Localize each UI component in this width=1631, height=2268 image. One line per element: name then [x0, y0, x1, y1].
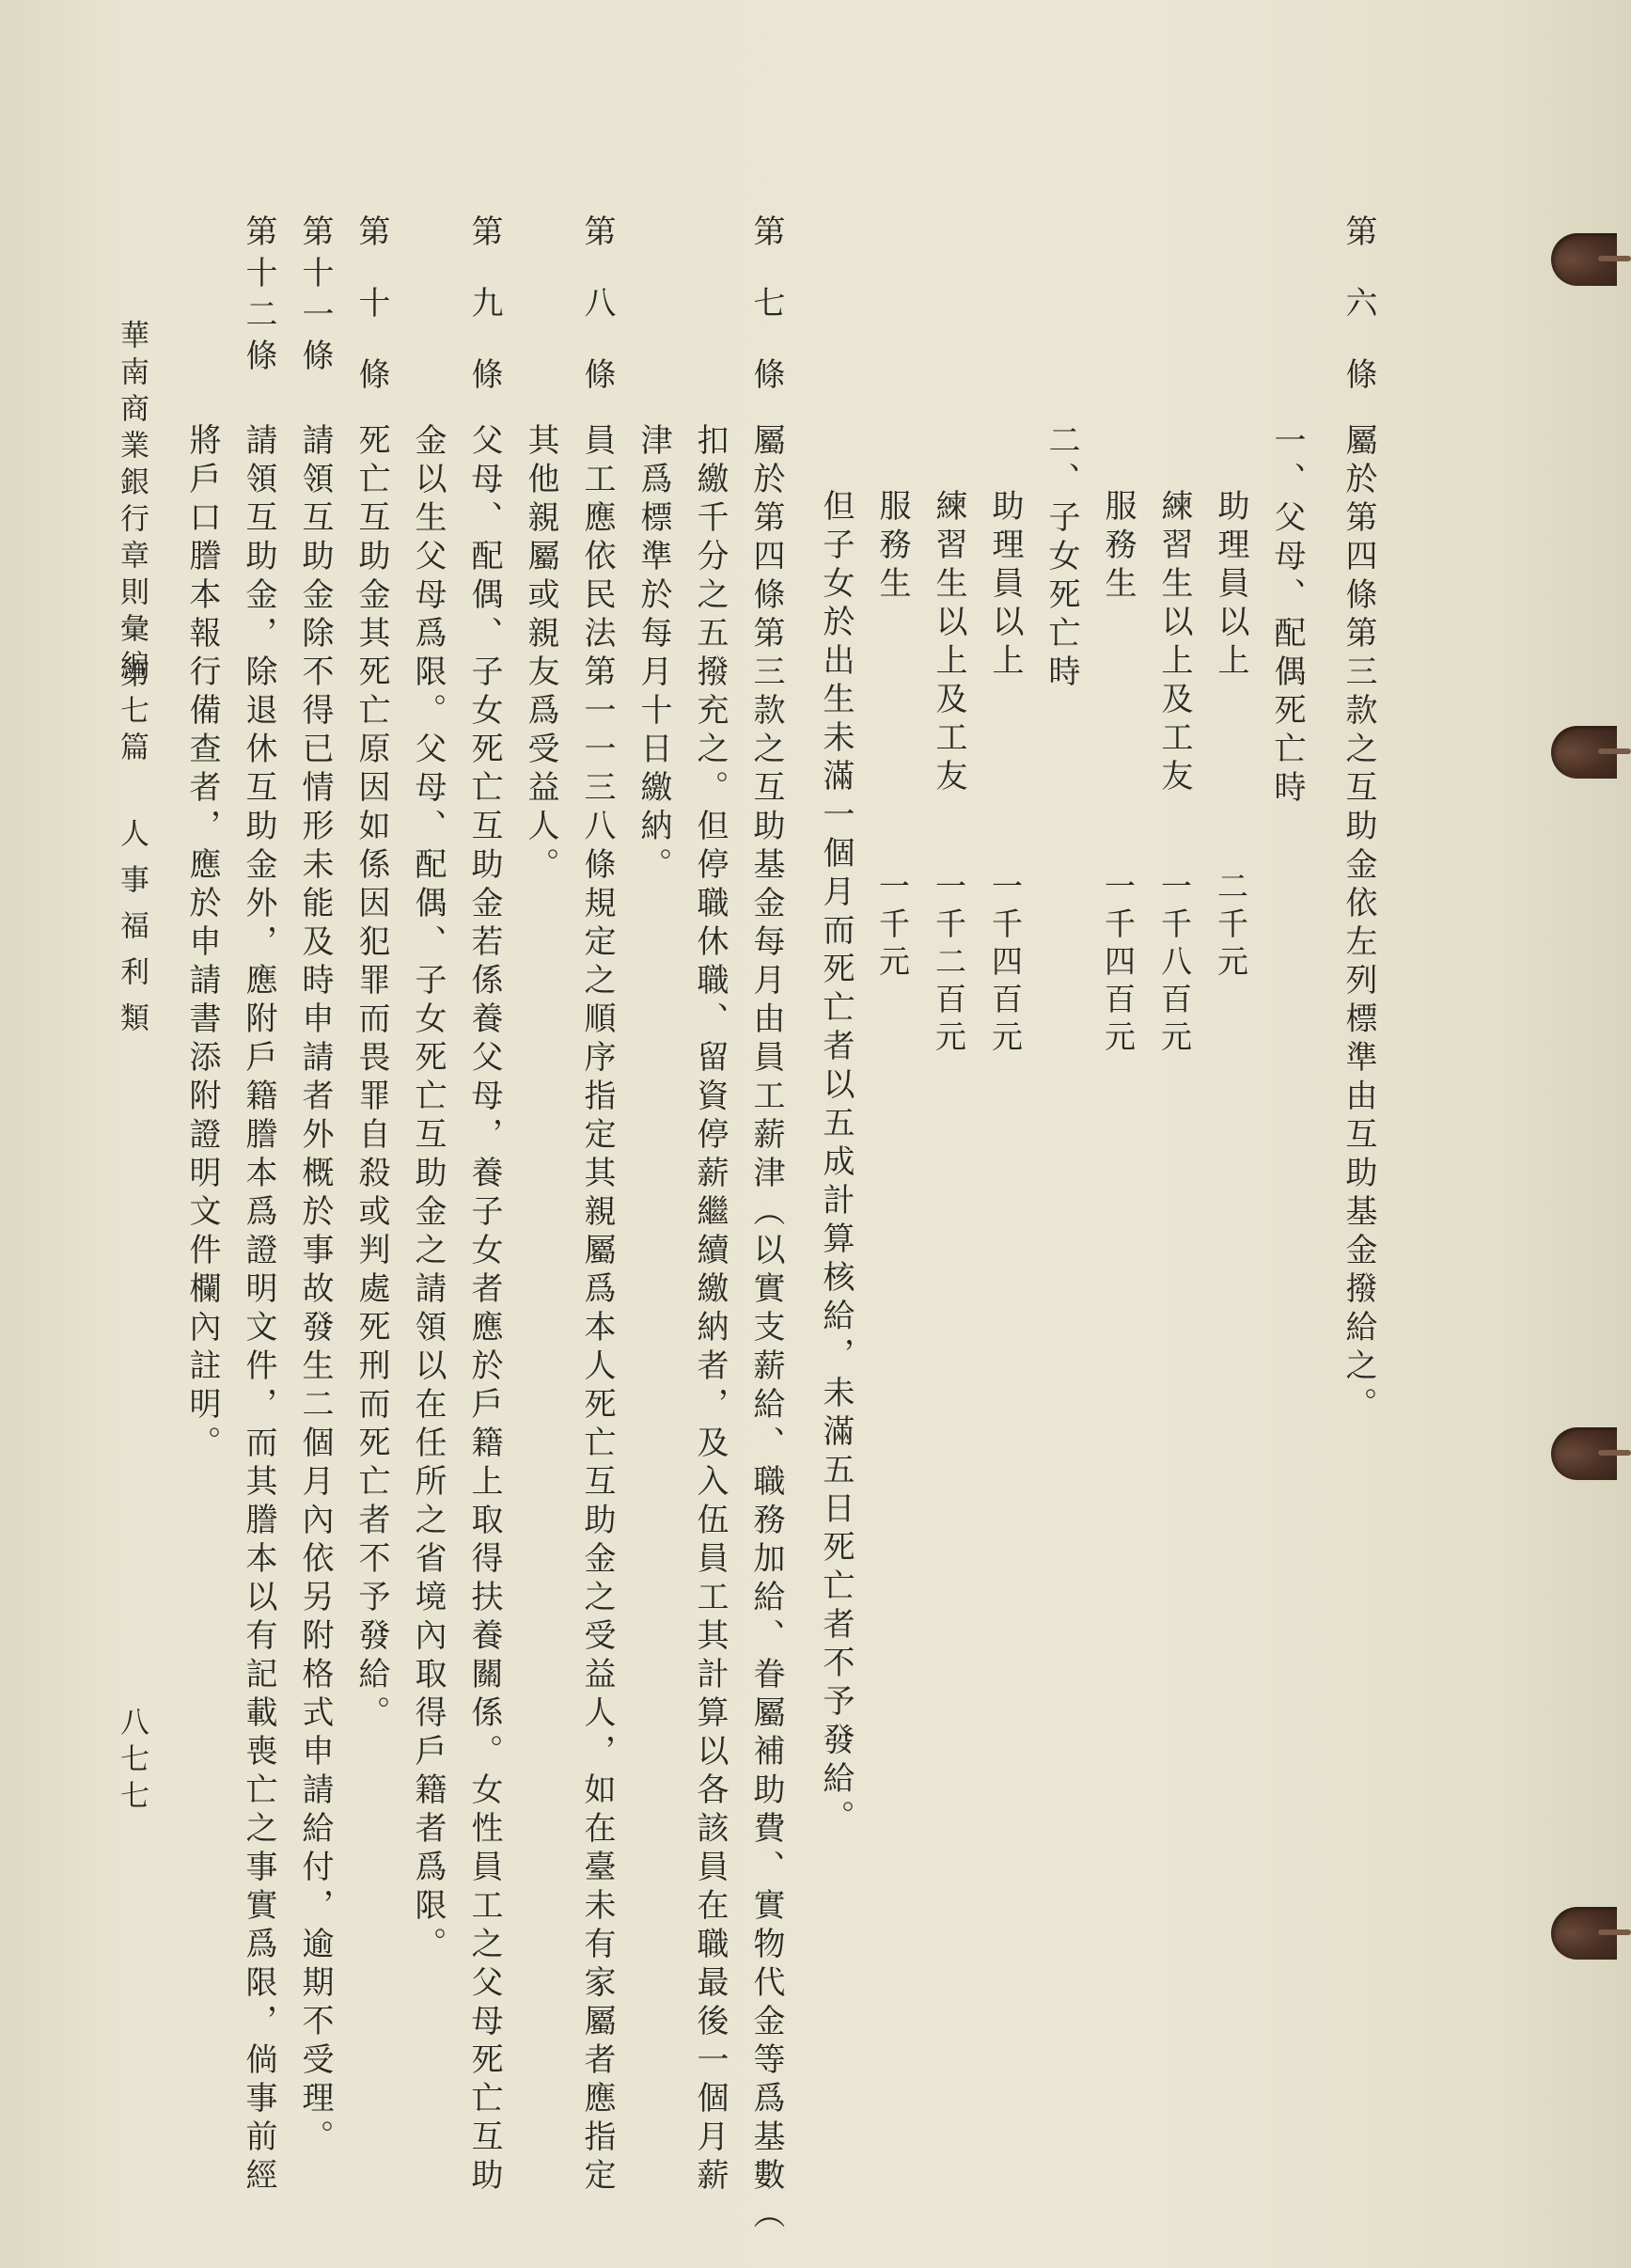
item-2-row-label: 服務生 [873, 489, 911, 605]
article-6-item-1: 一、父母、配偶死亡時 [1268, 423, 1306, 809]
item-1-row-amount: 一千四百元 [1100, 870, 1137, 1058]
footer-book-title: 華南商業銀行章則彙編 [115, 320, 149, 686]
item-1-row-label: 助理員以上 [1212, 489, 1249, 682]
item-2-row-amount: 一千二百元 [931, 870, 967, 1058]
article-6-heading: 第六條 [1340, 214, 1377, 429]
item-2-row-amount: 一千元 [874, 870, 911, 983]
item-1-row-label: 練習生以上及工友 [1155, 489, 1193, 797]
article-9-text: 父母、配偶、子女死亡互助金若係養父母，養子女者應於戶籍上取得扶養關係。女性員工之父母死亡互助 [465, 423, 503, 2197]
binding-thread [1598, 1929, 1631, 1935]
article-9-text: 金以生父母爲限。父母、配偶、子女死亡互助金之請領以在任所之省境內取得戶籍者爲限。 [409, 423, 447, 1965]
article-8-heading: 第八條 [578, 214, 616, 429]
article-9-heading: 第九條 [465, 214, 503, 429]
item-1-row-amount: 一千八百元 [1156, 870, 1193, 1058]
article-11-heading: 第十一條 [296, 214, 334, 380]
article-8-text: 其他親屬或親友爲受益人。 [522, 423, 559, 886]
article-10-text: 死亡互助金其死亡原因如係因犯罪而畏罪自殺或判處死刑而死亡者不予發給。 [353, 423, 390, 1734]
item-1-row-amount: 二千元 [1213, 870, 1249, 983]
item-2-row-label: 練習生以上及工友 [930, 489, 967, 797]
article-10-heading: 第十條 [353, 214, 390, 429]
item-1-row-label: 服務生 [1099, 489, 1137, 605]
article-8-text: 員工應依民法第一一三八條規定之順序指定其親屬爲本人死亡互助金之受益人，如在臺未有家屬者應指定 [578, 423, 616, 2197]
article-7-text: 扣繳千分之五撥充之。但停職休職、留資停薪繼續繳納者，及入伍員工其計算以各該員在職最後一個月薪 [691, 423, 729, 2197]
article-12-text: 請領互助金，除退休互助金外，應附戶籍謄本爲證明文件，而其謄本以有記載喪亡之事實爲限，倘事前經 [240, 423, 277, 2197]
article-12-text: 將戶口謄本報行備查者，應於申請書添附證明文件欄內註明。 [183, 423, 221, 1464]
page-number: 八七七 [115, 1707, 149, 1817]
item-2-row-label: 助理員以上 [986, 489, 1024, 682]
item-2-row-amount: 一千四百元 [987, 870, 1024, 1058]
binding-thread [1598, 256, 1631, 261]
footer-part: 第七篇 [115, 658, 149, 768]
article-11-text: 請領互助金除不得已情形未能及時申請者外概於事故發生二個月內依另附格式申請給付，逾期不受理。 [296, 423, 334, 2158]
article-6-note: 但子女於出生未滿一個月而死亡者以五成計算核給，未滿五日死亡者不予發給。 [817, 489, 855, 1838]
article-6-text: 屬於第四條第三款之互助金依左列標準由互助基金撥給之。 [1340, 423, 1377, 1425]
article-7-text: 津爲標準於每月十日繳納。 [635, 423, 672, 886]
article-7-text: 屬於第四條第三款之互助基金每月由員工薪津（以實支薪給、職務加給、眷屬補助費、實物代金等爲基數（ [747, 423, 785, 2235]
binding-thread [1598, 748, 1631, 754]
footer-category: 人事福利類 [115, 818, 149, 1048]
article-7-heading: 第七條 [747, 214, 785, 429]
binding-thread [1598, 1450, 1631, 1456]
article-12-heading: 第十二條 [240, 214, 277, 380]
article-6-item-2: 二、子女死亡時 [1043, 423, 1080, 693]
